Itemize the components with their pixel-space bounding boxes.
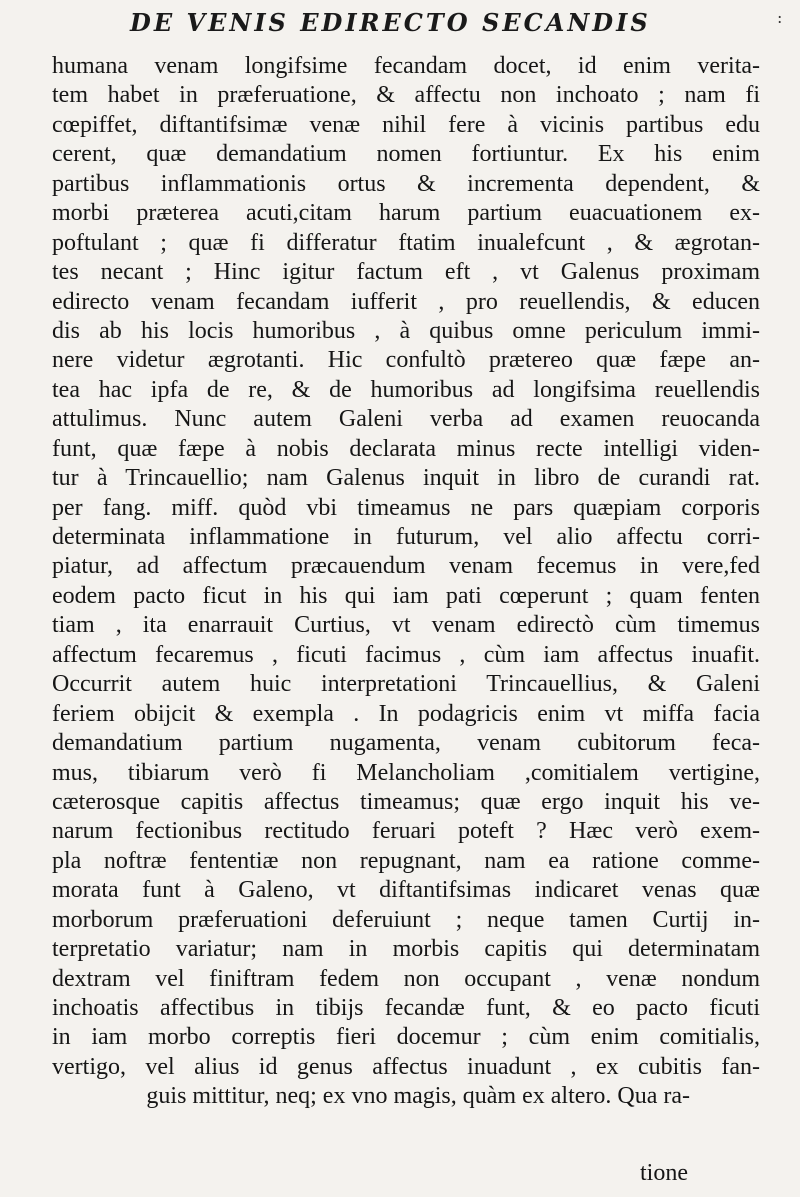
text-line: eodem pacto ficut in his qui iam pati cœperunt ; quam fenten (52, 582, 760, 609)
text-line: morata funt à Galeno, vt diftantifsimas indicaret venas quæ (52, 877, 760, 904)
text-line: tem habet in præferuatione, & affectu non inchoato ; nam fi (52, 82, 760, 109)
text-line: partibus inflammationis ortus & incrementa dependent, & (52, 170, 760, 197)
text-line: cœpiffet, diftantifsimæ venæ nihil fere à vicinis partibus edu (52, 111, 760, 138)
text-line: tur à Trincauellio; nam Galenus inquit in libro de curandi rat. (52, 465, 760, 492)
text-line: tes necant ; Hinc igitur factum eft , vt Galenus proximam (52, 259, 760, 286)
page-mark: : (777, 8, 783, 27)
text-line: attulimus. Nunc autem Galeni verba ad examen reuocanda (52, 406, 760, 433)
text-line: pla noftræ fententiæ non repugnant, nam ea ratione comme- (52, 847, 760, 874)
text-line: narum fectionibus rectitudo feruari poteft ? Hæc verò exem- (52, 818, 760, 845)
text-line: cerent, quæ demandatium nomen fortiuntur. Ex his enim (52, 141, 760, 168)
text-line: edirecto venam fecandam iufferit , pro reuellendis, & educen (52, 288, 760, 315)
running-header: DE VENIS EDIRECTO SECANDIS (130, 8, 651, 37)
text-line: piatur, ad affectum præcauendum venam fecemus in vere,fed (52, 553, 760, 580)
text-line: vertigo, vel alius id genus affectus inuadunt , ex cubitis fan- (52, 1053, 760, 1080)
text-line: inchoatis affectibus in tibijs fecandæ funt, & eo pacto ficuti (52, 995, 760, 1021)
text-line: nere videtur ægrotanti. Hic confultò prætereo quæ fæpe an- (52, 347, 760, 374)
body-text (52, 52, 760, 1112)
text-line: morbi præterea acuti,citam harum partium euacuationem ex- (52, 200, 760, 227)
text-line: cæterosque capitis affectus timeamus; quæ ergo inquit his ve- (52, 788, 760, 815)
text-line: dextram vel finiftram fedem non occupant , venæ nondum (52, 965, 760, 992)
text-line: mus, tibiarum verò fi Melancholiam ,comitialem vertigine, (52, 759, 760, 786)
catchword: tione (640, 1160, 688, 1186)
text-line: dis ab his locis humoribus , à quibus omne periculum immi- (52, 317, 760, 344)
text-line: guis mittitur, neq; ex vno magis, quàm ex altero. Qua ra- (146, 1083, 690, 1110)
text-line: terpretatio variatur; nam in morbis capitis qui determinatam (52, 936, 760, 963)
text-line: tea hac ipfa de re, & de humoribus ad longifsima reuellendis (52, 376, 760, 403)
text-line: determinata inflammatione in futurum, vel alio affectu corri- (52, 524, 760, 550)
text-line: feriem obijcit & exempla . In podagricis enim vt miffa facia (52, 700, 760, 727)
text-line: tiam , ita enarrauit Curtius, vt venam edirectò cùm timemus (52, 612, 760, 639)
text-line: affectum fecaremus , ficuti facimus , cùm iam affectus inuafit. (52, 641, 760, 668)
text-line: demandatium partium nugamenta, venam cubitorum feca- (52, 730, 760, 757)
text-line: poftulant ; quæ fi differatur ftatim inualefcunt , & ægrotan- (52, 229, 760, 256)
text-line: funt, quæ fæpe à nobis declarata minus recte intelligi viden- (52, 435, 760, 462)
text-line: in iam morbo correptis fieri docemur ; cùm enim comitialis, (52, 1024, 760, 1051)
text-line: humana venam longifsime fecandam docet, id enim verita- (52, 53, 760, 79)
text-line: per fang. miff. quòd vbi timeamus ne pars quæpiam corporis (52, 494, 760, 521)
text-line: Occurrit autem huic interpretationi Trincauellius, & Galeni (52, 671, 760, 698)
text-line: morborum præferuationi deferuiunt ; neque tamen Curtij in- (52, 906, 760, 933)
